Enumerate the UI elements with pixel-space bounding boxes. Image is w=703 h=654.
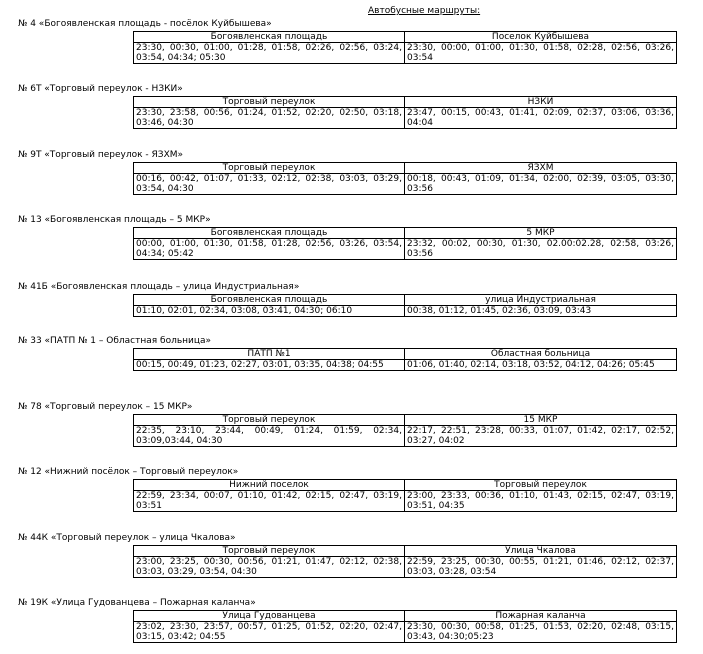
route-name: № 4 «Богоявленская площадь - посёлок Куйбышева» (18, 19, 272, 29)
schedule-table (133, 610, 677, 643)
route-name: № 9Т «Торговый переулок - ЯЗХМ» (18, 150, 184, 160)
stop-name-from: Богоявленская площадь (134, 32, 405, 43)
departure-times-to: 22:59, 23:25, 00:30, 00:55, 01:21, 01:46, 02:12, 02:37, 03:03, 03:28, 03:54 (405, 557, 677, 578)
stop-name-from: Торговый переулок (134, 97, 405, 108)
schedule-table (133, 348, 677, 371)
departure-times-to: 23:32, 00:02, 00:30, 01:30, 02.00:02.28, 02:58, 03:26, 03:56 (405, 239, 677, 260)
departure-times-to: 23:47, 00:15, 00:43, 01:41, 02:09, 02:37, 03:06, 03:36, 04:04 (405, 108, 677, 129)
page-title: Автобусные маршруты: (368, 6, 481, 16)
stop-name-to: Торговый переулок (405, 480, 677, 491)
stop-name-from: Улица Гудованцева (134, 611, 405, 622)
departure-times-to: 01:06, 01:40, 02:14, 03:18, 03:52, 04:12, 04:26; 05:45 (405, 360, 677, 371)
departure-times-from: 01:10, 02:01, 02:34, 03:08, 03:41, 04:30; 06:10 (134, 306, 405, 317)
schedule-table (133, 96, 677, 129)
stop-name-to: Областная больница (405, 349, 677, 360)
stop-name-from: Нижний поселок (134, 480, 405, 491)
schedule-table (133, 162, 677, 195)
departure-times-from: 00:16, 00:42, 01:07, 01:33, 02:12, 02:38, 03:03, 03:29, 03:54, 04:30 (134, 174, 405, 195)
route-name: № 19К «Улица Гудованцева – Пожарная каланча» (18, 598, 256, 608)
departure-times-from: 23:30, 00:30, 01:00, 01:28, 01:58, 02:26, 02:56, 03:24, 03:54, 04:34; 05:30 (134, 43, 405, 64)
schedule-table (133, 294, 677, 317)
stop-name-from: Торговый переулок (134, 546, 405, 557)
schedule-table (133, 414, 677, 447)
stop-name-to: НЗКИ (405, 97, 677, 108)
stop-name-from: ПАТП №1 (134, 349, 405, 360)
stop-name-to: Поселок Куйбышева (405, 32, 677, 43)
departure-times-to: 00:18, 00:43, 01:09, 01:34, 02:00, 02:39, 03:05, 03:30, 03:56 (405, 174, 677, 195)
stop-name-from: Богоявленская площадь (134, 228, 405, 239)
stop-name-from: Богоявленская площадь (134, 295, 405, 306)
departure-times-from: 00:00, 01:00, 01:30, 01:58, 01:28, 02:56, 03:26, 03:54, 04:34; 05:42 (134, 239, 405, 260)
schedule-table (133, 479, 677, 512)
departure-times-to: 22:17, 22:51, 23:28, 00:33, 01:07, 01:42, 02:17, 02:52, 03:27, 04:02 (405, 426, 677, 447)
departure-times-to: 23:30, 00:30, 00:58, 01:25, 01:53, 02:20, 02:48, 03:15, 03:43, 04:30;05:23 (405, 622, 677, 643)
departure-times-from: 23:02, 23:30, 23:57, 00:57, 01:25, 01:52, 02:20, 02:47, 03:15, 03:42; 04:55 (134, 622, 405, 643)
route-name: № 44К «Торговый переулок – улица Чкалова» (18, 533, 236, 543)
stop-name-from: Торговый переулок (134, 163, 405, 174)
route-name: № 33 «ПАТП № 1 – Областная больница» (18, 336, 212, 346)
departure-times-from: 23:30, 23:58, 00:56, 01:24, 01:52, 02:20, 02:50, 03:18, 03:46, 04:30 (134, 108, 405, 129)
departure-times-to: 23:00, 23:33, 00:36, 01:10, 01:43, 02:15, 02:47, 03:19, 03:51, 04:35 (405, 491, 677, 512)
departure-times-from: 00:15, 00:49, 01:23, 02:27, 03:01, 03:35, 04:38; 04:55 (134, 360, 405, 371)
departure-times-from: 23:00, 23:25, 00:30, 00:56, 01:21, 01:47, 02:12, 02:38, 03:03, 03:29, 03:54, 04:30 (134, 557, 405, 578)
stop-name-to: Пожарная каланча (405, 611, 677, 622)
stop-name-to: улица Индустриальная (405, 295, 677, 306)
route-name: № 13 «Богоявленская площадь – 5 МКР» (18, 215, 211, 225)
route-name: № 41Б «Богоявленская площадь – улица Индустриальная» (18, 282, 300, 292)
stop-name-to: 15 МКР (405, 415, 677, 426)
departure-times-from: 22:59, 23:34, 00:07, 01:10, 01:42, 02:15, 02:47, 03:19, 03:51 (134, 491, 405, 512)
stop-name-to: 5 МКР (405, 228, 677, 239)
stop-name-to: ЯЗХМ (405, 163, 677, 174)
schedule-table (133, 545, 677, 578)
schedule-table (133, 227, 677, 260)
stop-name-to: Улица Чкалова (405, 546, 677, 557)
route-name: № 12 «Нижний посёлок – Торговый переулок» (18, 467, 239, 477)
schedule-table (133, 31, 677, 64)
route-name: № 6Т «Торговый переулок - НЗКИ» (18, 84, 183, 94)
departure-times-to: 23:30, 00:00, 01:00, 01:30, 01:58, 02:28, 02:56, 03:26, 03:54 (405, 43, 677, 64)
departure-times-to: 00:38, 01:12, 01:45, 02:36, 03:09, 03:43 (405, 306, 677, 317)
stop-name-from: Торговый переулок (134, 415, 405, 426)
departure-times-from: 22:35, 23:10, 23:44, 00:49, 01:24, 01:59, 02:34, 03:09,03:44, 04:30 (134, 426, 405, 447)
route-name: № 78 «Торговый переулок – 15 МКР» (18, 402, 193, 412)
